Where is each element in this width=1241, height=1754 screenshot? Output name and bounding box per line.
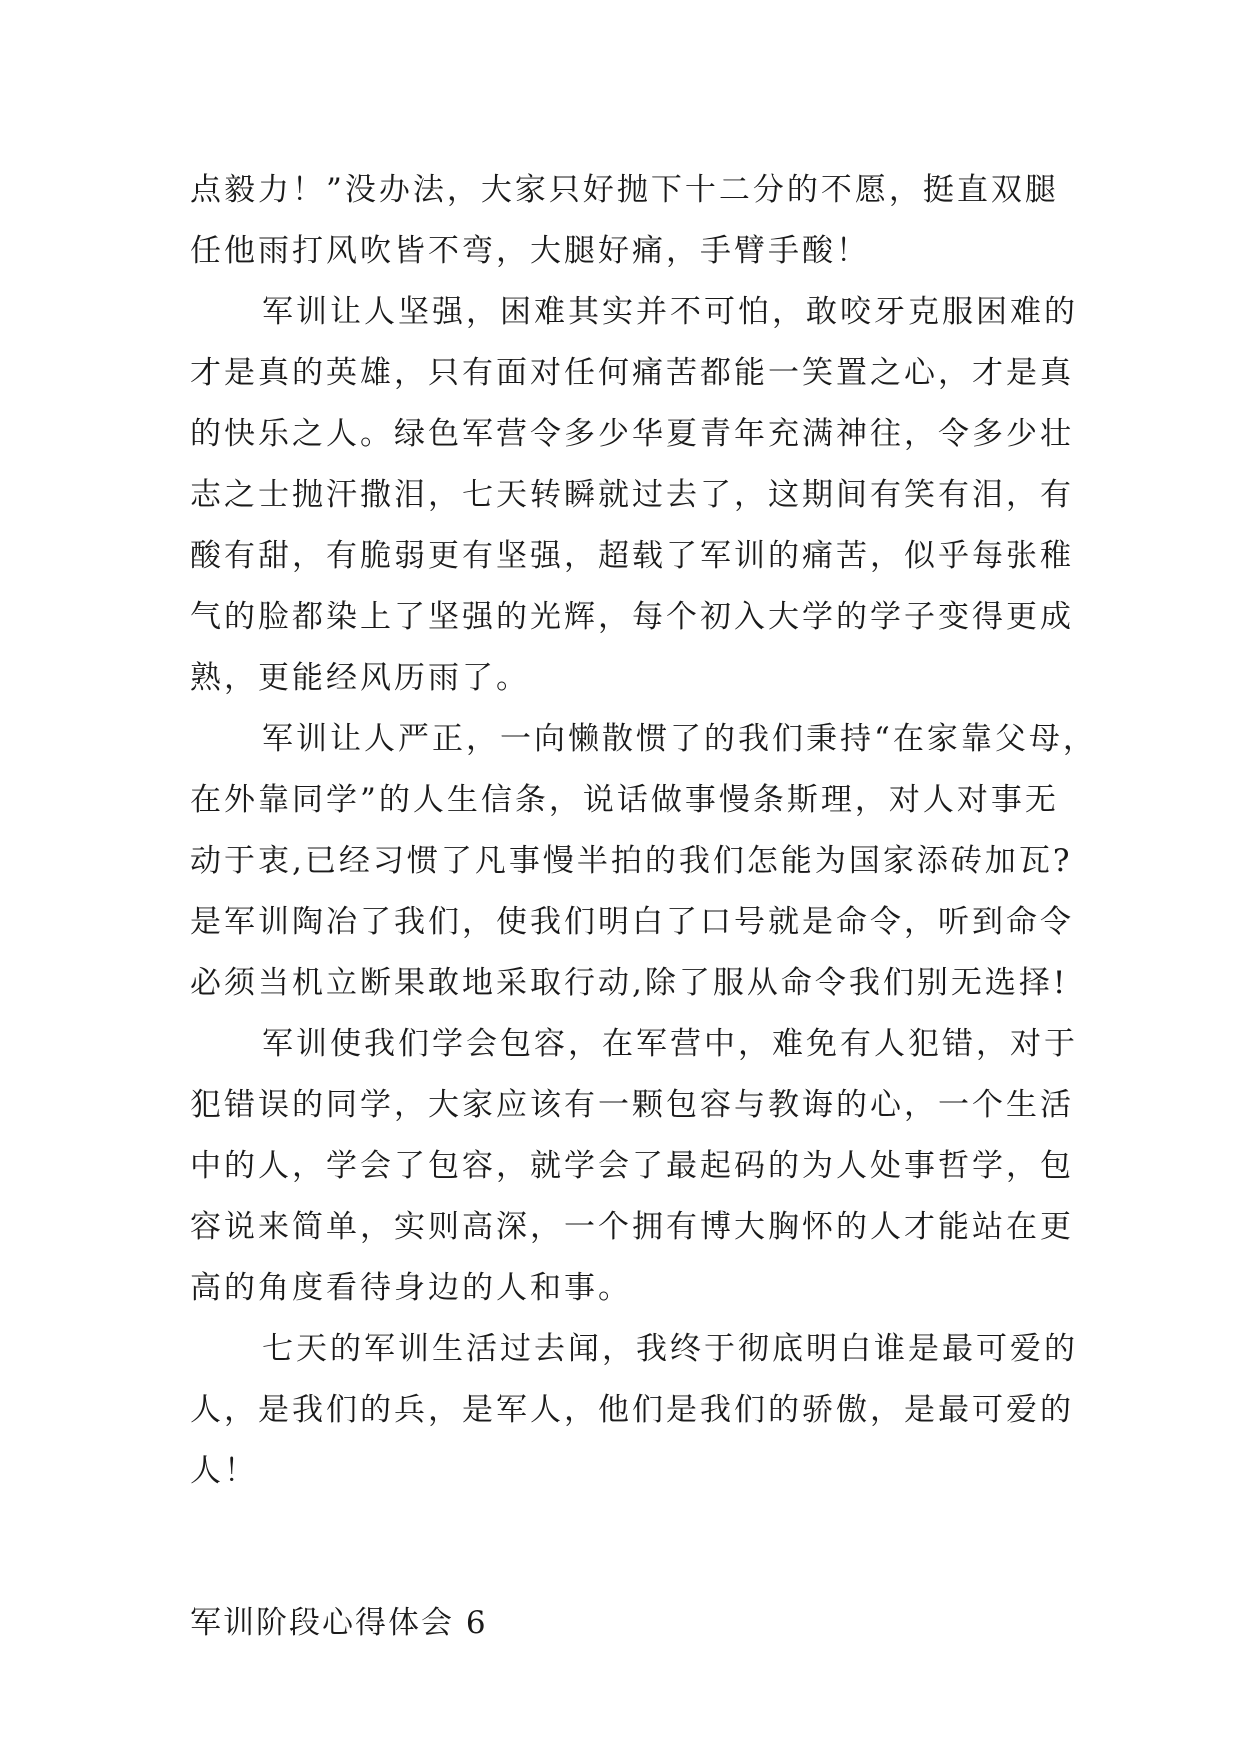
paragraph-line: 军训让人坚强，困难其实并不可怕，敢咬牙克服困难的 bbox=[262, 294, 1078, 330]
paragraph bbox=[190, 1014, 1078, 1319]
paragraph-line: 人，是我们的兵，是军人，他们是我们的骄傲，是最可爱的 bbox=[190, 1392, 1074, 1428]
paragraph bbox=[190, 160, 1059, 282]
paragraph bbox=[190, 709, 1097, 1014]
paragraph-line: 是军训陶冶了我们，使我们明白了口号就是命令，听到命令 bbox=[190, 904, 1074, 940]
paragraph-line: 军训让人严正，一向懒散惯了的我们秉持“在家靠父母， bbox=[262, 721, 1097, 757]
paragraph-line: 动于衷,已经习惯了凡事慢半拍的我们怎能为国家添砖加瓦? bbox=[190, 843, 1073, 879]
paragraph-line: 酸有甜，有脆弱更有坚强，超载了军训的痛苦，似乎每张稚 bbox=[190, 538, 1074, 574]
paragraph-line: 七天的军训生活过去闻，我终于彻底明白谁是最可爱的 bbox=[262, 1331, 1078, 1367]
paragraph-line: 任他雨打风吹皆不弯，大腿好痛，手臂手酸！ bbox=[190, 233, 870, 269]
section-spacer bbox=[190, 1502, 1052, 1593]
paragraph-line: 的快乐之人。绿色军营令多少华夏青年充满神往，令多少壮 bbox=[190, 416, 1074, 452]
paragraph-line: 中的人，学会了包容，就学会了最起码的为人处事哲学，包 bbox=[190, 1148, 1074, 1184]
paragraph-line: 犯错误的同学，大家应该有一颗包容与教诲的心，一个生活 bbox=[190, 1087, 1074, 1123]
paragraph-line: 容说来简单，实则高深，一个拥有博大胸怀的人才能站在更 bbox=[190, 1209, 1074, 1245]
paragraph-line: 高的角度看待身边的人和事。 bbox=[190, 1270, 632, 1306]
paragraph-line: 志之士抛汗撒泪，七天转瞬就过去了，这期间有笑有泪，有 bbox=[190, 477, 1074, 513]
section-heading: 军训阶段心得体会 6 bbox=[190, 1605, 488, 1641]
paragraph bbox=[190, 1319, 1078, 1502]
paragraph-line: 在外靠同学”的人生信条，说话做事慢条斯理，对人对事无 bbox=[190, 782, 1059, 818]
paragraph-line: 点毅力！”没办法，大家只好抛下十二分的不愿，挺直双腿 bbox=[190, 172, 1059, 208]
paragraph-line: 人！ bbox=[190, 1453, 258, 1489]
document-body bbox=[190, 160, 1097, 1654]
paragraph-line: 熟，更能经风历雨了。 bbox=[190, 660, 530, 696]
paragraph bbox=[190, 282, 1078, 709]
paragraph-line: 必须当机立断果敢地采取行动,除了服从命令我们别无选择! bbox=[190, 965, 1069, 1001]
paragraph-line: 才是真的英雄，只有面对任何痛苦都能一笑置之心，才是真 bbox=[190, 355, 1074, 391]
paragraph-line: 气的脸都染上了坚强的光辉，每个初入大学的学子变得更成 bbox=[190, 599, 1074, 635]
paragraph-line: 军训使我们学会包容，在军营中，难免有人犯错，对于 bbox=[262, 1026, 1078, 1062]
